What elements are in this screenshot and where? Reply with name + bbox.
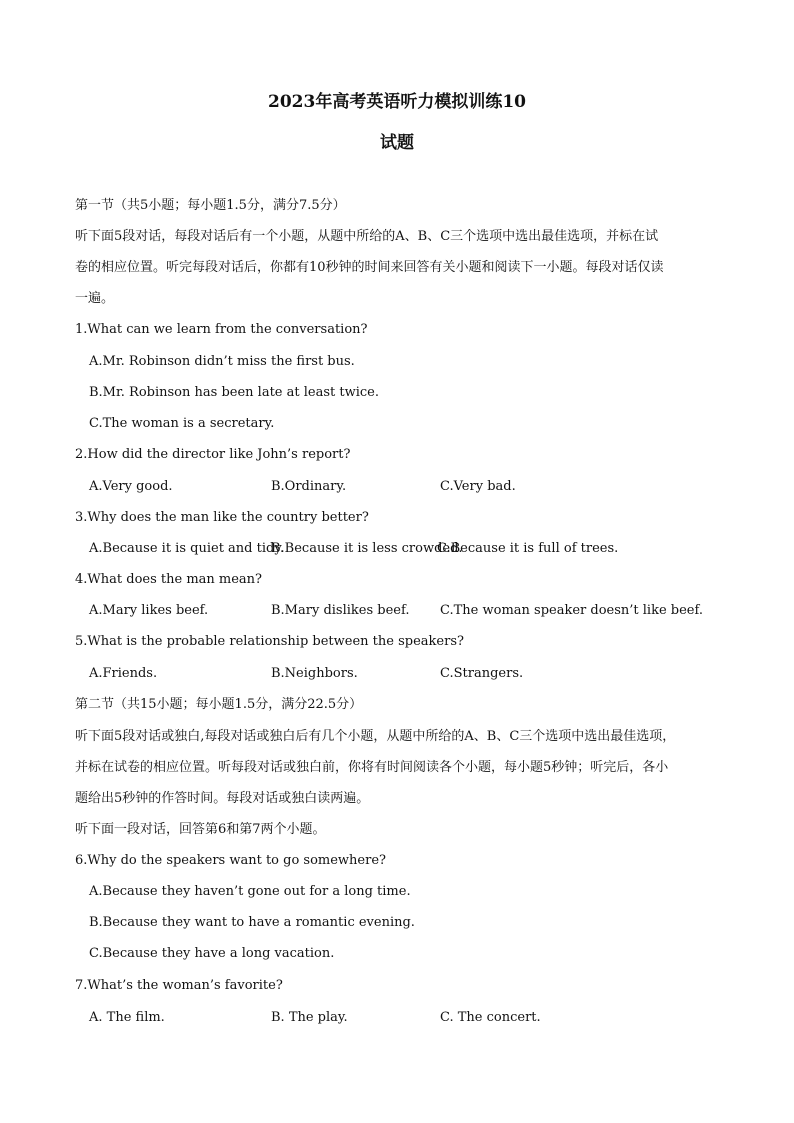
- q1-option-b: B.Mr. Robinson has been late at least twice.: [89, 385, 379, 400]
- section1-instruction-line: 听下面5段对话，每段对话后有一个小题，从题中所给的A、B、C三个选项中选出最佳选项，并标在试: [75, 229, 659, 244]
- q1-option-c: C.The woman is a secretary.: [89, 416, 275, 431]
- section1-instruction-line: 一遍。: [75, 291, 115, 306]
- q4-option-a: A.Mary likes beef.: [89, 603, 209, 618]
- question-5: 5.What is the probable relationship between the speakers?: [75, 634, 464, 649]
- q6-option-b: B.Because they want to have a romantic evening.: [89, 915, 415, 930]
- q3-option-a: A.Because it is quiet and tidy.: [89, 541, 285, 556]
- page-title: 2023年高考英语听力模拟训练10: [268, 92, 526, 112]
- question-6: 6.Why do the speakers want to go somewhere?: [75, 853, 387, 868]
- q5-option-a: A.Friends.: [89, 666, 158, 681]
- question-7: 7.What’s the woman’s favorite?: [75, 978, 283, 993]
- q6-option-a: A.Because they haven’t gone out for a long time.: [89, 884, 411, 899]
- group-note: 听下面一段对话，回答第6和第7两个小题。: [75, 822, 326, 837]
- question-1: 1.What can we learn from the conversation?: [75, 322, 368, 337]
- q3-option-b: B.Because it is less crowded.: [271, 541, 463, 556]
- section1-instruction-line: 卷的相应位置。听完每段对话后，你都有10秒钟的时间来回答有关小题和阅读下一小题。每段对话仅读: [75, 260, 664, 275]
- q7-option-c: C. The concert.: [440, 1010, 541, 1025]
- question-4: 4.What does the man mean?: [75, 572, 263, 587]
- section2-instruction-line: 听下面5段对话或独白,每段对话或独白后有几个小题，从题中所给的A、B、C三个选项中选出最佳选项，: [75, 729, 676, 744]
- q4-option-b: B.Mary dislikes beef.: [271, 603, 410, 618]
- q7-option-b: B. The play.: [271, 1010, 348, 1025]
- q2-option-b: B.Ordinary.: [271, 479, 347, 494]
- question-2: 2.How did the director like John’s report?: [75, 447, 351, 462]
- page-subtitle: 试题: [380, 133, 414, 153]
- q4-option-c: C.The woman speaker doesn’t like beef.: [440, 603, 703, 618]
- q5-option-c: C.Strangers.: [440, 666, 524, 681]
- section2-instruction-line: 并标在试卷的相应位置。听每段对话或独白前，你将有时间阅读各个小题，每小题5秒钟；听完后，各小: [75, 760, 669, 775]
- q7-option-a: A. The film.: [89, 1010, 165, 1025]
- q2-option-a: A.Very good.: [89, 479, 173, 494]
- q2-option-c: C.Very bad.: [440, 479, 516, 494]
- section2-header: 第二节（共15小题；每小题1.5分，满分22.5分）: [75, 697, 363, 712]
- q1-option-a: A.Mr. Robinson didn’t miss the first bus.: [89, 354, 355, 369]
- section1-header: 第一节（共5小题；每小题1.5分，满分7.5分）: [75, 198, 346, 213]
- q6-option-c: C.Because they have a long vacation.: [89, 946, 335, 961]
- section2-instruction-line: 题给出5秒钟的作答时间。每段对话或独白读两遍。: [75, 791, 370, 806]
- q5-option-b: B.Neighbors.: [271, 666, 358, 681]
- question-3: 3.Why does the man like the country better?: [75, 510, 369, 525]
- q3-option-c: C.Because it is full of trees.: [437, 541, 619, 556]
